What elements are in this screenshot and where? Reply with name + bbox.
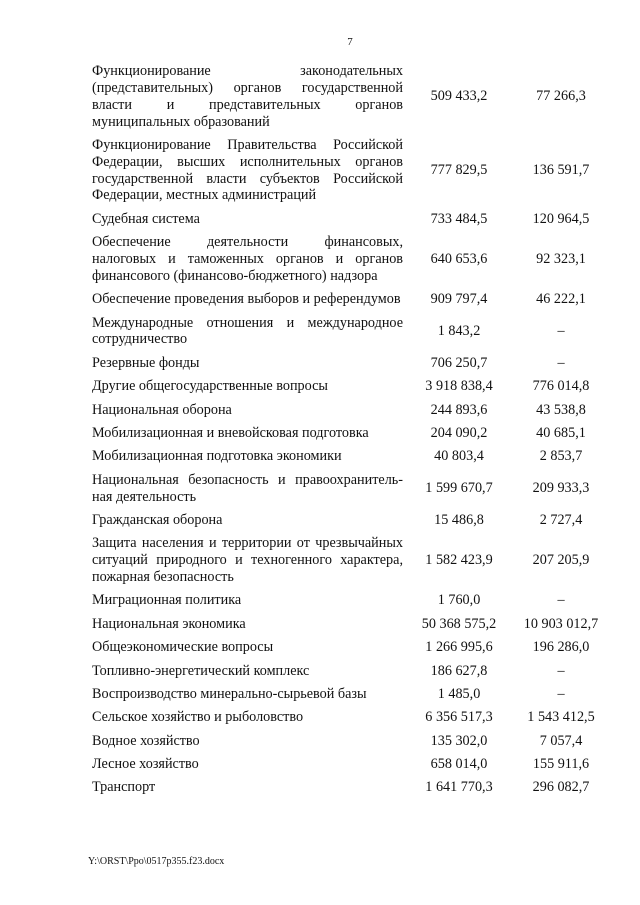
row-name: Обеспечение проведения выборов и референдумов bbox=[92, 291, 401, 308]
row-value-1: 909 797,4 bbox=[430, 291, 488, 308]
row-value-2: 207 205,9 bbox=[532, 552, 590, 569]
row-value-2: 296 082,7 bbox=[532, 779, 590, 796]
row-value-1: 186 627,8 bbox=[430, 662, 488, 679]
table-row bbox=[92, 753, 607, 776]
row-name: Функционирование Правительства Российской Федерации, высших исполнительных органов государственной власти субъектов Российской Федерации, местных администраций bbox=[92, 137, 403, 204]
row-name: Резервные фонды bbox=[92, 354, 200, 371]
row-value-2: – bbox=[557, 323, 565, 340]
row-value-1: 706 250,7 bbox=[430, 354, 488, 371]
row-value-1: 3 918 838,4 bbox=[425, 378, 493, 395]
table-row bbox=[92, 509, 607, 532]
row-value-1: 509 433,2 bbox=[430, 88, 488, 105]
row-value-2: 136 591,7 bbox=[532, 162, 590, 179]
row-name: Обеспечение деятельности финансовых, налоговых и таможенных органов и органов финансового (финансово-бюджетного) надзора bbox=[92, 234, 403, 284]
row-value-2: 209 933,3 bbox=[532, 480, 590, 497]
row-value-2: – bbox=[557, 662, 565, 679]
table-row bbox=[92, 659, 607, 682]
row-value-2: 43 538,8 bbox=[536, 401, 586, 418]
table-row bbox=[92, 776, 607, 799]
row-name: Гражданская оборона bbox=[92, 511, 223, 528]
row-value-2: – bbox=[557, 685, 565, 702]
row-value-2: 196 286,0 bbox=[532, 639, 590, 656]
table-row bbox=[92, 636, 607, 659]
table-row bbox=[92, 352, 607, 375]
row-value-2: 46 222,1 bbox=[536, 291, 586, 308]
row-name: Мобилизационная подготовка экономики bbox=[92, 448, 342, 465]
table-row bbox=[92, 468, 607, 508]
row-value-1: 1 760,0 bbox=[437, 592, 481, 609]
row-name: Общеэкономические вопросы bbox=[92, 639, 274, 656]
row-value-2: 120 964,5 bbox=[532, 210, 590, 227]
row-name: Миграционная политика bbox=[92, 592, 242, 609]
row-value-2: 77 266,3 bbox=[536, 88, 586, 105]
row-name: Мобилизационная и вневойсковая подготовка bbox=[92, 424, 369, 441]
row-name: Национальная оборона bbox=[92, 401, 232, 418]
table-row bbox=[92, 532, 607, 589]
table-row bbox=[92, 683, 607, 706]
row-name: Национальная безопасность и правоохранитель-ная деятельность bbox=[92, 471, 403, 505]
table-row bbox=[92, 375, 607, 398]
row-value-2: 1 543 412,5 bbox=[527, 709, 595, 726]
table-row bbox=[92, 60, 607, 134]
row-value-1: 135 302,0 bbox=[430, 732, 488, 749]
row-name: Национальная экономика bbox=[92, 615, 246, 632]
budget-table bbox=[92, 60, 607, 800]
row-value-2: 776 014,8 bbox=[532, 378, 590, 395]
row-value-1: 50 368 575,2 bbox=[421, 615, 497, 632]
row-value-2: 92 323,1 bbox=[536, 251, 586, 268]
page-number: 7 bbox=[347, 36, 353, 48]
row-value-2: 7 057,4 bbox=[539, 732, 583, 749]
table-row bbox=[92, 208, 607, 231]
row-value-1: 1 582 423,9 bbox=[425, 552, 493, 569]
row-name: Лесное хозяйство bbox=[92, 756, 199, 773]
row-name: Судебная система bbox=[92, 210, 200, 227]
row-value-1: 733 484,5 bbox=[430, 210, 488, 227]
table-row bbox=[92, 231, 607, 288]
table-row bbox=[92, 311, 607, 351]
row-value-2: 40 685,1 bbox=[536, 424, 586, 441]
row-name: Воспроизводство минерально-сырьевой базы bbox=[92, 685, 367, 702]
table-row bbox=[92, 612, 607, 635]
row-name: Защита населения и территории от чрезвычайных ситуаций природного и техногенного характера, пожарная безопасность bbox=[92, 535, 403, 585]
row-name: Сельское хозяйство и рыболовство bbox=[92, 709, 304, 726]
row-name: Водное хозяйство bbox=[92, 732, 200, 749]
row-value-2: – bbox=[557, 354, 565, 371]
row-value-1: 777 829,5 bbox=[430, 162, 488, 179]
row-value-2: 2 853,7 bbox=[539, 448, 583, 465]
table-row bbox=[92, 398, 607, 421]
table-row bbox=[92, 422, 607, 445]
row-name: Топливно-энергетический комплекс bbox=[92, 662, 310, 679]
row-value-1: 1 485,0 bbox=[437, 685, 481, 702]
row-value-1: 244 893,6 bbox=[430, 401, 488, 418]
row-value-1: 40 803,4 bbox=[434, 448, 484, 465]
table-row bbox=[92, 134, 607, 208]
row-value-2: – bbox=[557, 592, 565, 609]
row-value-2: 10 903 012,7 bbox=[523, 615, 599, 632]
row-value-1: 6 356 517,3 bbox=[425, 709, 493, 726]
row-value-1: 1 641 770,3 bbox=[425, 779, 493, 796]
row-value-2: 2 727,4 bbox=[539, 511, 583, 528]
row-name: Функционирование законодательных (представительных) органов государственной власти и представительных органов муниципальных образований bbox=[92, 63, 403, 130]
row-name: Международные отношения и международное сотрудничество bbox=[92, 314, 403, 348]
table-row bbox=[92, 445, 607, 468]
row-value-1: 1 599 670,7 bbox=[425, 480, 493, 497]
table-row bbox=[92, 589, 607, 612]
table-row bbox=[92, 729, 607, 752]
row-value-1: 640 653,6 bbox=[430, 251, 488, 268]
table-row bbox=[92, 288, 607, 311]
row-value-1: 1 266 995,6 bbox=[425, 639, 493, 656]
row-name: Транспорт bbox=[92, 779, 156, 796]
row-value-2: 155 911,6 bbox=[532, 756, 590, 773]
row-name: Другие общегосударственные вопросы bbox=[92, 378, 328, 395]
table-row bbox=[92, 706, 607, 729]
row-value-1: 1 843,2 bbox=[437, 323, 481, 340]
row-value-1: 658 014,0 bbox=[430, 756, 488, 773]
file-path-footer: Y:\ORST\Ppo\0517p355.f23.docx bbox=[88, 856, 225, 867]
row-value-1: 204 090,2 bbox=[430, 424, 488, 441]
row-value-1: 15 486,8 bbox=[434, 511, 484, 528]
